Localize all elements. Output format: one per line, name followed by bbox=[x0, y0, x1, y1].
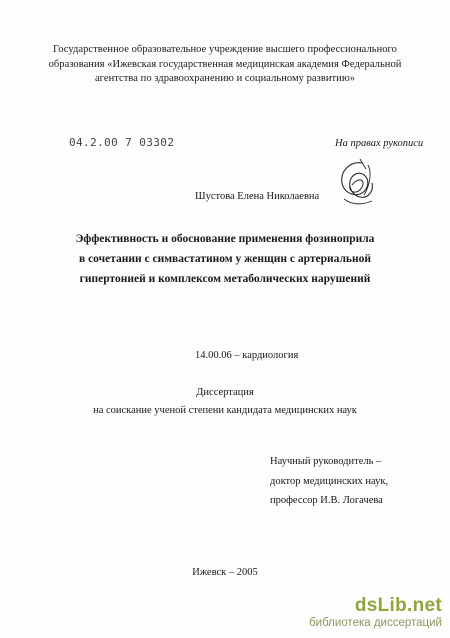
title-line-1: Эффективность и обоснование применения фозиноприла bbox=[75, 233, 375, 245]
supervisor-line-1: Научный руководитель – bbox=[270, 456, 382, 467]
author-name: Шустова Елена Николаевна bbox=[195, 191, 320, 202]
title-line-3: гипертонией и комплексом метаболических нарушений bbox=[79, 273, 371, 285]
watermark-logo: dsLib.net bbox=[354, 595, 442, 616]
supervisor-block bbox=[270, 452, 388, 511]
supervisor-line-3: профессор И.В. Логачева bbox=[270, 495, 383, 506]
title-line-2: в сочетании с симвастатином у женщин с артериальной bbox=[78, 253, 372, 265]
institution-header bbox=[40, 43, 410, 87]
handwritten-signature bbox=[332, 155, 382, 213]
supervisor-line-2: доктор медицинских наук, bbox=[270, 475, 389, 487]
watermark-subtitle: библиотека диссертаций bbox=[309, 617, 442, 629]
institution-line-2: образования «Ижевская государственная медицинская академия Федеральной bbox=[48, 58, 402, 70]
rights-label: На правах рукописи bbox=[335, 138, 424, 149]
dissertation-title bbox=[40, 229, 410, 289]
watermark bbox=[309, 596, 442, 630]
institution-line-1: Государственное образовательное учреждение высшего профессионального bbox=[53, 44, 397, 55]
dissertation-label: Диссертация bbox=[196, 387, 254, 398]
registration-stamp: 04.2.00 7 03302 bbox=[69, 136, 175, 149]
dissertation-type bbox=[40, 384, 410, 420]
specialty-code: 14.00.06 – кардиология bbox=[195, 350, 299, 361]
institution-line-3: агентства по здравоохранению и социальному развитию» bbox=[94, 73, 356, 84]
city-year: Ижевск – 2005 bbox=[192, 567, 258, 578]
degree-line: на соискание ученой степени кандидата медицинских наук bbox=[93, 405, 357, 416]
